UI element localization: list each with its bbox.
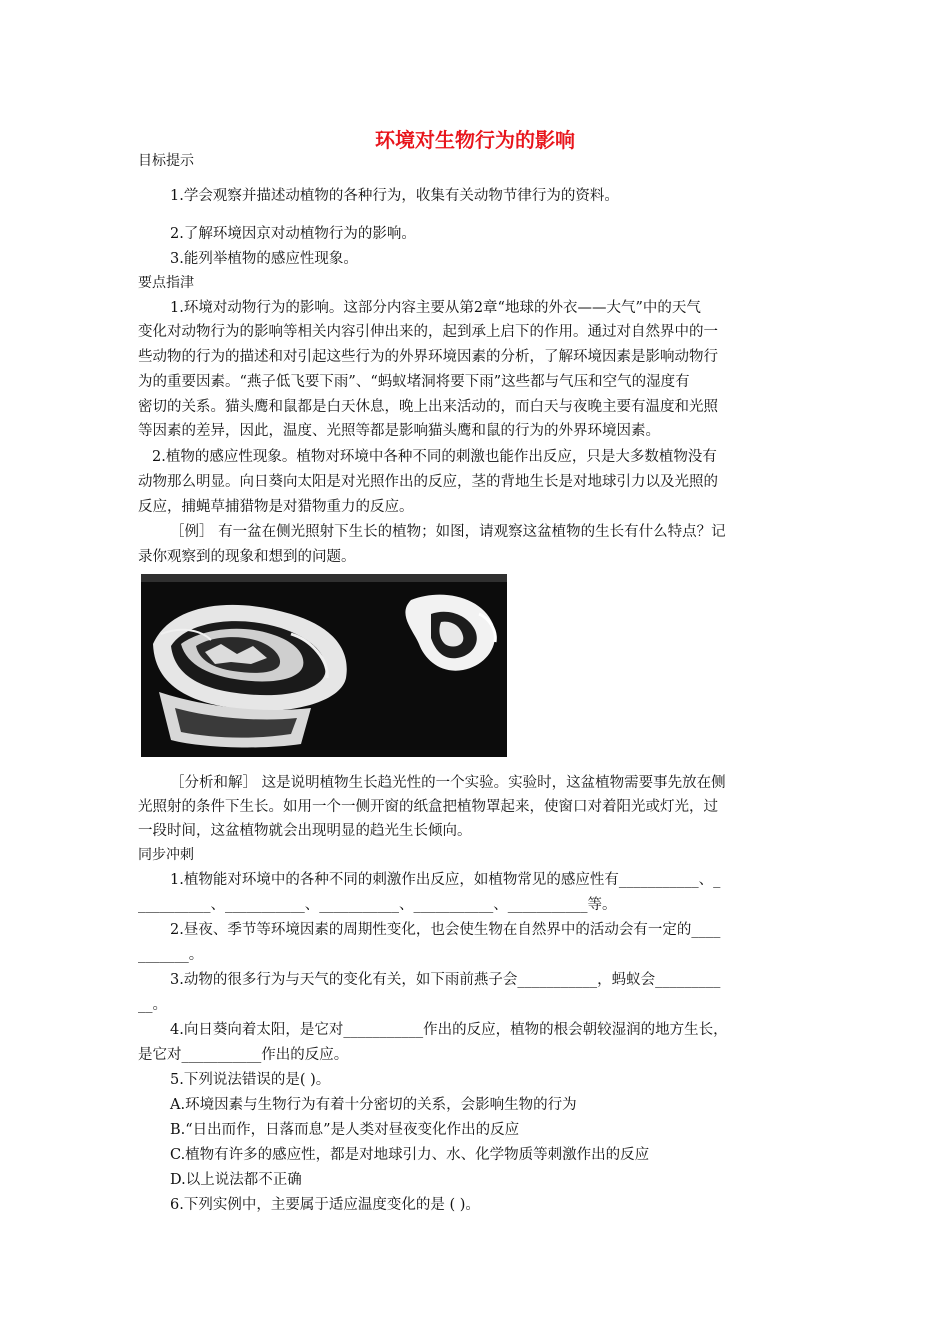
point1-line: 为的重要因素。“燕子低飞要下雨”、“蚂蚁堵洞将要下雨”这些都与气压和空气的湿度有 xyxy=(138,374,690,390)
point2-line: 2.植物的感应性现象。植物对环境中各种不同的刺激也能作出反应，只是大多数植物没有 xyxy=(152,449,717,465)
practice-line: 6.下列实例中，主要属于适应温度变化的是 ( )。 xyxy=(170,1197,480,1213)
point1-line: 等因素的差异，因此，温度、光照等都是影响猫头鹰和鼠的行为的外界环境因素。 xyxy=(138,423,660,439)
example-line: ［例］ 有一盆在侧光照射下生长的植物；如图，请观察这盆植物的生长有什么特点？记 xyxy=(170,524,726,540)
point1-line: 密切的关系。猫头鹰和鼠都是白天休息，晚上出来活动的，而白天与夜晚主要有温度和光照 xyxy=(138,399,718,415)
goal-line: 2.了解环境因京对动植物行为的影响。 xyxy=(170,226,416,242)
example-line: 录你观察到的现象和想到的问题。 xyxy=(138,549,356,565)
option-line: D.以上说法都不正确 xyxy=(170,1172,302,1188)
analysis-line: ［分析和解］ 这是说明植物生长趋光性的一个实验。实验时，这盆植物需要事先放在侧 xyxy=(170,775,726,791)
practice-line: __。 xyxy=(138,997,167,1013)
point2-line: 反应，捕蝇草捕猎物是对猎物重力的反应。 xyxy=(138,499,414,515)
practice-line: 2.昼夜、季节等环境因素的周期性变化，也会使生物在自然界中的活动会有一定的____ xyxy=(170,922,721,938)
practice-line: 是它对___________作出的反应。 xyxy=(138,1047,349,1063)
goal-line: 3.能列举植物的感应性现象。 xyxy=(170,251,358,267)
practice-line: 4.向日葵向着太阳，是它对___________作出的反应，植物的根会朝较湿润的地方生长， xyxy=(170,1022,728,1038)
option-line: A.环境因素与生物行为有着十分密切的关系，会影响生物的行为 xyxy=(170,1097,577,1113)
point2-line: 动物那么明显。向日葵向太阳是对光照作出的反应，茎的背地生长是对地球引力以及光照的 xyxy=(138,474,718,490)
point1-line: 些动物的行为的描述和对引起这些行为的外界环境因素的分析，了解环境因素是影响动物行 xyxy=(138,349,718,365)
point1-line: 1.环境对动物行为的影响。这部分内容主要从第2章“地球的外衣——大气”中的天气 xyxy=(170,300,701,316)
practice-line: 1.植物能对环境中的各种不同的刺激作出反应，如植物常见的感应性有___________、_ xyxy=(170,872,721,888)
point1-line: 变化对动物行为的影响等相关内容引伸出来的，起到承上启下的作用。通过对自然界中的一 xyxy=(138,324,718,340)
points-heading: 要点指津 xyxy=(138,275,194,291)
practice-line: _______。 xyxy=(138,947,204,963)
option-line: C.植物有许多的感应性，都是对地球引力、水、化学物质等刺激作出的反应 xyxy=(170,1147,650,1163)
analysis-line: 光照射的条件下生长。如用一个一侧开窗的纸盒把植物罩起来，使窗口对着阳光或灯光，过 xyxy=(138,799,718,815)
practice-line: 5.下列说法错误的是( )。 xyxy=(170,1072,331,1088)
option-line: B.“日出而作，日落而息”是人类对昼夜变化作出的反应 xyxy=(170,1122,520,1138)
page-title: 环境对生物行为的影响 xyxy=(375,128,575,152)
practice-line: 3.动物的很多行为与天气的变化有关，如下雨前燕子会___________，蚂蚁会_________ xyxy=(170,972,721,988)
plant-phototropism-photo xyxy=(141,574,507,757)
goals-heading: 目标提示 xyxy=(138,153,194,169)
goal-line: 1.学会观察并描述动植物的各种行为，收集有关动物节律行为的资料。 xyxy=(170,188,619,204)
analysis-line: 一段时间，这盆植物就会出现明显的趋光生长倾向。 xyxy=(138,823,472,839)
practice-heading: 同步冲刺 xyxy=(138,847,194,863)
practice-line: __________、___________、___________、___________、___________等。 xyxy=(138,897,617,913)
